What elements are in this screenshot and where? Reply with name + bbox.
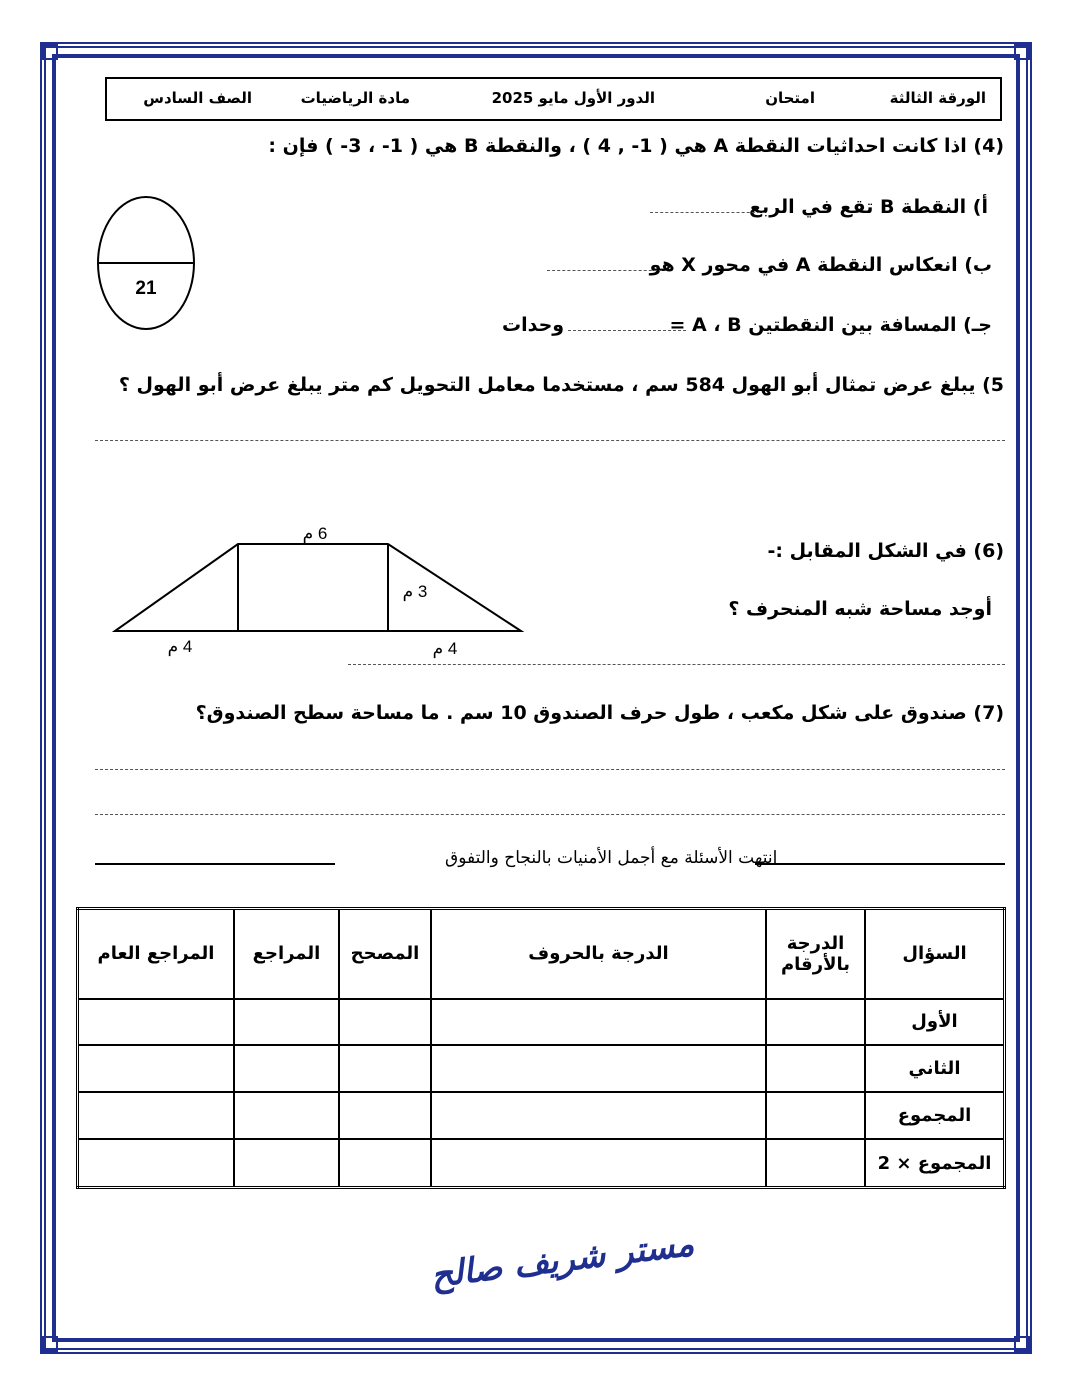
table-cell[interactable] <box>431 1045 766 1092</box>
q4-part-c-unit: وحدات <box>502 314 565 336</box>
answer-line[interactable] <box>95 440 1005 441</box>
exam-header <box>105 77 1002 121</box>
q6-line2: أوجد مساحة شبه المنحرف ؟ <box>728 598 992 620</box>
q4-part-a: أ) النقطة B تقع في الربع <box>749 196 988 218</box>
score-circle <box>97 196 195 330</box>
table-row <box>78 999 1005 1046</box>
answer-line[interactable] <box>348 664 1005 665</box>
closing-text: انتهت الأسئلة مع أجمل الأمنيات بالنجاح والتفوق <box>445 848 778 868</box>
table-cell[interactable] <box>766 1092 865 1139</box>
closing-line <box>95 848 1005 872</box>
label-top: 6 م <box>302 524 328 543</box>
teacher-signature: مستر شريف صالح <box>428 1224 697 1296</box>
row-label: الثاني <box>865 1045 1005 1092</box>
trapezoid-figure <box>105 522 530 662</box>
table-cell[interactable] <box>78 1092 235 1139</box>
trapezoid-outline <box>115 544 521 631</box>
table-cell[interactable] <box>339 999 431 1046</box>
q5-text: 5) يبلغ عرض تمثال أبو الهول 584 سم ، مستخدما معامل التحويل كم متر يبلغ عرض أبو الهول ؟ <box>118 374 1004 396</box>
table-cell[interactable] <box>766 999 865 1046</box>
row-label: الأول <box>865 999 1005 1046</box>
answer-line[interactable] <box>547 270 662 271</box>
label-right-base: 4 م <box>432 639 458 658</box>
table-header-row <box>78 909 1005 999</box>
table-cell[interactable] <box>234 1092 339 1139</box>
header-question: السؤال <box>865 909 1005 999</box>
label-height: 3 م <box>402 582 428 601</box>
table-cell[interactable] <box>431 1092 766 1139</box>
table-cell[interactable] <box>78 1139 235 1187</box>
q4-part-c: جـ) المسافة بين النقطتين A ، B = <box>669 314 992 336</box>
table-cell[interactable] <box>234 1139 339 1187</box>
table-cell[interactable] <box>78 999 235 1046</box>
answer-line[interactable] <box>568 330 686 331</box>
sheet-label: الورقة الثالثة <box>889 89 986 107</box>
frame-corner <box>42 1336 58 1352</box>
table-cell[interactable] <box>766 1139 865 1187</box>
frame-corner <box>1014 1336 1030 1352</box>
table-cell[interactable] <box>431 999 766 1046</box>
q4-part-b: ب) انعكاس النقطة A في محور X هو <box>649 254 992 276</box>
frame-corner <box>42 44 58 60</box>
session-label: الدور الأول مايو 2025 <box>491 89 655 107</box>
table-cell[interactable] <box>339 1139 431 1187</box>
row-label: المجموع <box>865 1092 1005 1139</box>
grade-label: الصف السادس <box>143 89 252 107</box>
table-cell[interactable] <box>339 1092 431 1139</box>
answer-line[interactable] <box>95 814 1005 815</box>
q7-text: (7) صندوق على شكل مكعب ، طول حرف الصندوق 10 سم . ما مساحة سطح الصندوق؟ <box>195 702 1004 724</box>
closing-rule-left <box>95 863 335 865</box>
answer-line[interactable] <box>95 769 1005 770</box>
table-cell[interactable] <box>78 1045 235 1092</box>
answer-line[interactable] <box>650 212 765 213</box>
table-row <box>78 1139 1005 1187</box>
score-divider <box>99 262 193 264</box>
frame-corner <box>1014 44 1030 60</box>
score-total: 21 <box>135 278 157 299</box>
table-cell[interactable] <box>766 1045 865 1092</box>
table-cell[interactable] <box>339 1045 431 1092</box>
grade-table <box>76 907 1006 1189</box>
q6-line1: (6) في الشكل المقابل :- <box>767 540 1004 562</box>
header-grade-numbers: الدرجة بالأرقام <box>766 909 865 999</box>
table-cell[interactable] <box>431 1139 766 1187</box>
label-left-base: 4 م <box>167 637 193 656</box>
header-reviewer: المراجع <box>234 909 339 999</box>
table-cell[interactable] <box>234 1045 339 1092</box>
header-general-reviewer: المراجع العام <box>78 909 235 999</box>
exam-label: امتحان <box>765 89 815 107</box>
header-corrector: المصحح <box>339 909 431 999</box>
table-row <box>78 1045 1005 1092</box>
header-grade-words: الدرجة بالحروف <box>431 909 766 999</box>
subject-label: مادة الرياضيات <box>300 89 410 107</box>
table-cell[interactable] <box>234 999 339 1046</box>
table-row <box>78 1092 1005 1139</box>
row-label: المجموع × 2 <box>865 1139 1005 1187</box>
q4-stem: (4) اذا كانت احداثيات النقطة A هي ( 1- , 4 ) ، والنقطة B هي ( 1- ، 3- ) فإن : <box>268 135 1004 157</box>
closing-rule-right <box>755 863 1005 865</box>
